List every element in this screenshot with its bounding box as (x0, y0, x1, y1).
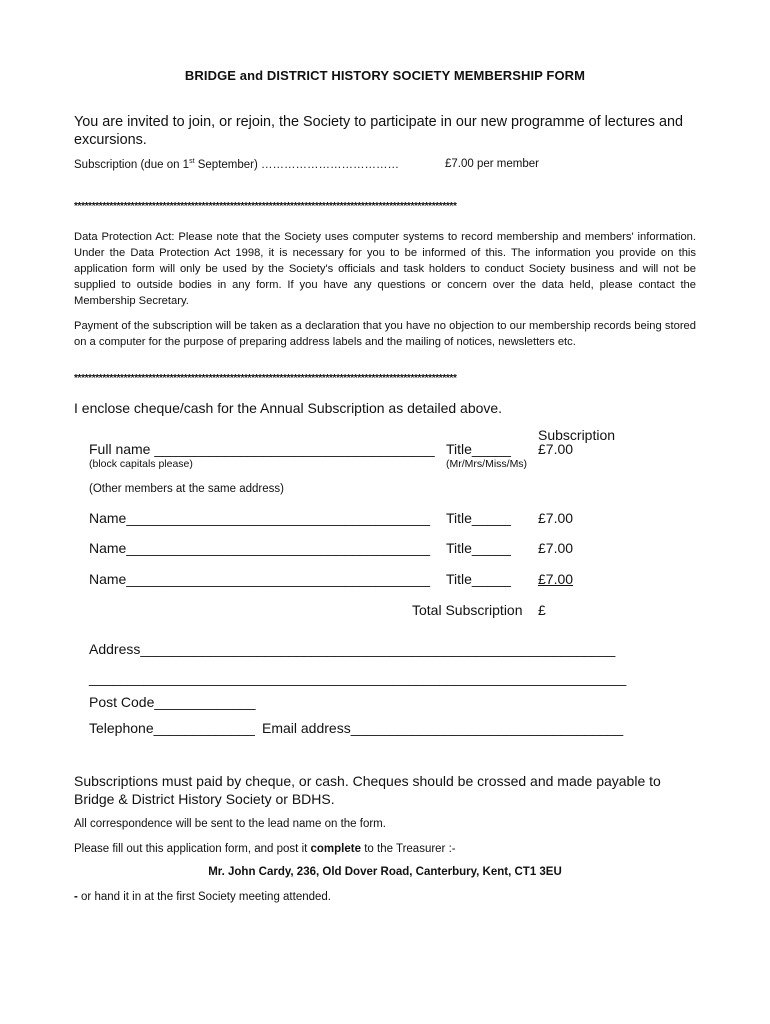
correspondence-text: All correspondence will be sent to the lead name on the form. (74, 818, 386, 830)
member-fee-underlined: £7.00 (538, 571, 574, 587)
enclose-text: I enclose cheque/cash for the Annual Subscription as detailed above. (74, 400, 503, 416)
post-prefix: Please fill out this application form, and post it (74, 843, 311, 855)
address-field[interactable]: Address_____________________________________________________________ (89, 641, 616, 657)
member-title-field[interactable]: Title_____ (446, 510, 511, 526)
separator-top: ************************************************************************************************************ (74, 201, 457, 212)
block-capitals-hint: (block capitals please) (89, 458, 193, 470)
hand-in-dash: - (74, 891, 78, 903)
member-name-field[interactable]: Name_______________________________________ (89, 510, 431, 526)
total-subscription-label: Total Subscription (412, 602, 523, 618)
postcode-field[interactable]: Post Code_____________ (89, 694, 256, 710)
other-members-label: (Other members at the same address) (89, 483, 284, 495)
post-suffix: to the Treasurer :- (361, 843, 456, 855)
member-name-field[interactable]: Name_______________________________________ (89, 540, 431, 556)
address-line-2[interactable]: _____________________________________________________________________ (89, 670, 627, 686)
subscription-header: Subscription (538, 427, 616, 443)
member-title-field[interactable]: Title_____ (446, 540, 511, 556)
subscription-sup: st (189, 158, 195, 165)
post-bold: complete (310, 843, 362, 855)
intro-text: You are invited to join, or rejoin, the Society to participate in our new programme of lectures and excursions. (74, 114, 684, 148)
member-fee: £7.00 (538, 510, 574, 526)
telephone-field[interactable]: Telephone_____________ (89, 720, 255, 736)
member-name-field[interactable]: Name_______________________________________ (89, 571, 431, 587)
total-currency[interactable]: £ (538, 602, 546, 618)
fee-lead: £7.00 (538, 441, 574, 457)
subscription-suffix: September) ……………………………… (194, 158, 400, 171)
form-title: BRIDGE and DISTRICT HISTORY SOCIETY MEMBERSHIP FORM (184, 68, 586, 83)
hand-in-rest: or hand it in at the first Society meeting attended. (77, 891, 331, 903)
email-field[interactable]: Email address___________________________________ (262, 720, 624, 736)
member-title-field[interactable]: Title_____ (446, 571, 511, 587)
post-instructions (74, 843, 456, 855)
treasurer-address: Mr. John Cardy, 236, Old Dover Road, Canterbury, Kent, CT1 3EU (208, 866, 562, 878)
subscription-due (74, 158, 399, 171)
title-options-hint: (Mr/Mrs/Miss/Ms) (446, 458, 528, 470)
separator-bottom: ************************************************************************************************************ (74, 373, 457, 384)
data-protection-text: Data Protection Act: Please note that the Society uses computer systems to record membership and members' information. Under the Data Protection Act 1998, it is necessary for you to be informed of this. The information you provide on this application form will only be used by the Society's officials and task holders to conduct Society business and will not be supplied to outside bodies in any form. If you have any questions or concern over the data held, please contact the Membership Secretary. (74, 231, 696, 307)
member-fee: £7.00 (538, 540, 574, 556)
hand-in-text (74, 891, 331, 903)
subscription-prefix: Subscription (due on 1 (74, 158, 190, 171)
title-field-lead[interactable]: Title_____ (446, 441, 511, 457)
full-name-field[interactable]: Full name ____________________________________ (89, 441, 435, 457)
payment-method-text: Subscriptions must paid by cheque, or cash. Cheques should be crossed and made payable to Bridge & District History Society or BDHS. (74, 773, 661, 807)
payment-note-text: Payment of the subscription will be taken as a declaration that you have no objection to our membership records being stored on a computer for the purpose of preparing address labels and the mailing of notices, newsletters etc. (74, 320, 696, 348)
subscription-price: £7.00 per member (445, 158, 539, 170)
